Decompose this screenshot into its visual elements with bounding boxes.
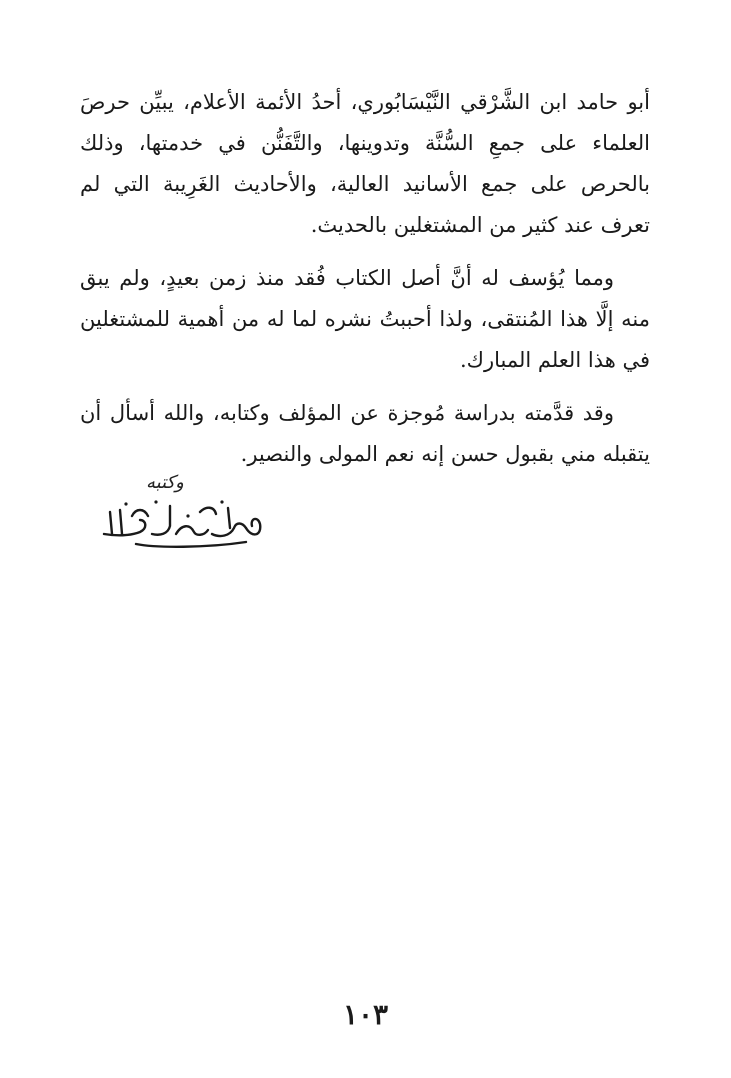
paragraph-2: ومما يُؤسف له أنَّ أصل الكتاب فُقد منذ زمن بعيدٍ، ولم يبق منه إلَّا هذا المُنتقى، ولذا أحببتُ نشره لما له من أهمية للمشتغلين في هذا العلم المبارك. <box>80 266 650 372</box>
handwritten-signature <box>96 494 266 550</box>
paragraph-1: أبو حامد ابن الشَّرْقي النَّيْسَابُوري، أحدُ الأئمة الأعلام، يبيِّن حرصَ العلماء على جمعِ السُّنَّة وتدوينها، والتَّفَنُّن في خدمتها، وذلك بالحرص على جمع الأسانيد العالية، والأحاديث الغَرِيبة التي لم تعرف عند كثير من المشتغلين بالحديث. <box>80 90 650 237</box>
signature-block <box>96 472 266 552</box>
paragraph-3: وقد قدَّمته بدراسة مُوجزة عن المؤلف وكتابه، والله أسأل أن يتقبله مني بقبول حسن إنه نعم المولى والنصير. <box>80 401 650 466</box>
page-number: ١٠٣ <box>342 998 389 1031</box>
body-text <box>80 82 650 487</box>
signature-label: وكتبه <box>146 472 184 493</box>
